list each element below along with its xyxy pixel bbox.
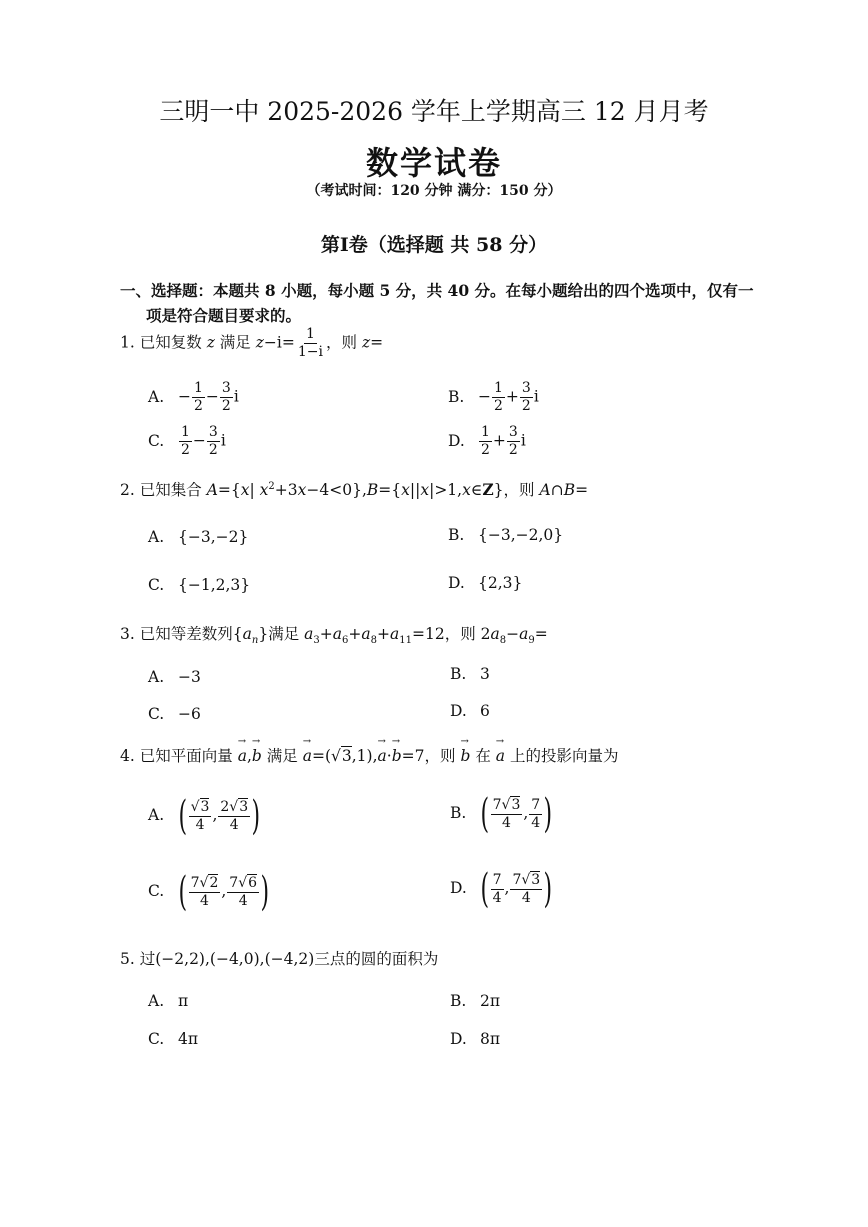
option-1a[interactable]: A. − $\frac{1}{2}$ − $\frac{3}{2}$ i: [148, 380, 239, 414]
option-2c[interactable]: [148, 576, 250, 594]
option-2a[interactable]: [148, 528, 248, 546]
option-label: B.: [450, 992, 467, 1010]
option-4d[interactable]: D. ( $\frac{7}{4}$ , $\frac{7√3}{4}$ ): [450, 866, 553, 912]
option-label: B.: [450, 804, 467, 822]
stem-text: 已知平面向量: [139, 747, 233, 765]
question-2-stem: 2. 已知集合 A={x| $x^2+3x-4<0\},B=\{x||x|>1,x\in Z\}$，则 A∩B=: [120, 480, 589, 499]
option-label: B.: [448, 526, 465, 544]
option-text: 6: [480, 702, 490, 720]
stem-text: 满足: [219, 333, 251, 352]
question-number: 2.: [120, 481, 135, 499]
option-label: C.: [148, 705, 165, 723]
stem-text: 三点的圆的面积为: [314, 950, 439, 968]
question-number: 5.: [120, 950, 135, 968]
section-heading: [120, 278, 754, 328]
volume-heading: 第Ⅰ卷（选择题 共 58 分）: [320, 234, 548, 256]
option-label: C.: [148, 1030, 165, 1048]
option-label: B.: [450, 665, 467, 683]
option-label: D.: [448, 574, 465, 592]
option-label: D.: [450, 702, 467, 720]
option-label: D.: [448, 431, 465, 450]
option-3b[interactable]: [450, 665, 490, 683]
question-1-stem: 1. 已知复数 z 满足 z−i= $\frac{1}{1-i}$ ，则 z=: [120, 326, 384, 360]
option-4a[interactable]: A. ( $\frac{√3}{4}$ , $\frac{2√3}{4}$ ): [148, 793, 261, 839]
option-label: A.: [148, 806, 165, 824]
question-number: 4.: [120, 747, 135, 765]
exam-title: 三明一中 2025-2026 学年上学期高三 12 月月考: [159, 97, 709, 126]
fraction: $\frac{1}{1-i}$: [297, 326, 323, 360]
stem-text: 在: [475, 747, 491, 765]
stem-text: 已知等差数列: [139, 625, 233, 643]
option-2b[interactable]: [448, 526, 563, 544]
option-4b[interactable]: B. ( $\frac{7√3}{4}$ , $\frac{7}{4}$ ): [450, 791, 553, 837]
question-5-stem: 5. 过(−2,2),(−4,0),(−4,2)三点的圆的面积为: [120, 950, 439, 968]
option-text: {2,3}: [478, 574, 523, 592]
stem-text: ，则: [503, 481, 535, 499]
stem-text: ，则: [325, 333, 357, 352]
option-label: A.: [148, 992, 165, 1010]
stem-text: 上的投影向量为: [509, 747, 619, 765]
option-4c[interactable]: C. ( $\frac{7√2}{4}$ , $\frac{7√6}{4}$ ): [148, 869, 270, 915]
stem-text: ，则: [444, 625, 476, 643]
option-5d[interactable]: [450, 1030, 500, 1048]
stem-text: 满足: [268, 625, 300, 643]
option-5a[interactable]: [148, 992, 188, 1010]
stem-text: ，则: [424, 747, 456, 765]
option-text: {−3,−2,0}: [478, 526, 564, 544]
stem-text: 已知集合: [139, 481, 202, 499]
option-text: −6: [178, 705, 201, 723]
option-label: A.: [148, 668, 165, 686]
option-label: C.: [148, 882, 165, 900]
option-3c[interactable]: [148, 705, 201, 723]
option-label: C.: [148, 431, 165, 450]
section-heading-line1: 一、选择题：本题共 8 小题，每小题 5 分，共 40 分。在每小题给出的四个选项中，仅有一: [120, 281, 754, 300]
option-label: D.: [450, 879, 467, 897]
option-text: π: [178, 992, 189, 1010]
question-3-stem: 3. 已知等差数列$\{a_n\}$满足 $a_3+a_6+a_8+a_{11}=12$，则 $2a_8-a_9=$: [120, 625, 548, 647]
stem-text: 过: [139, 950, 156, 968]
option-text: {−1,2,3}: [178, 576, 251, 594]
option-label: D.: [450, 1030, 467, 1048]
option-label: A.: [148, 528, 165, 546]
option-5c[interactable]: [148, 1030, 198, 1048]
stem-text: 已知复数: [139, 333, 202, 352]
option-1d[interactable]: D. $\frac{1}{2}$ + $\frac{3}{2}$ i: [448, 424, 526, 458]
option-5b[interactable]: [450, 992, 500, 1010]
option-text: 4π: [178, 1030, 199, 1048]
option-1b[interactable]: B. − $\frac{1}{2}$ + $\frac{3}{2}$ i: [448, 380, 539, 414]
option-2d[interactable]: [448, 574, 522, 592]
subject-title: 数学试卷: [365, 144, 502, 182]
option-3d[interactable]: [450, 702, 490, 720]
question-number: 1.: [120, 333, 135, 352]
option-1c[interactable]: C. $\frac{1}{2}$ − $\frac{3}{2}$ i: [148, 424, 226, 458]
option-text: 2π: [480, 992, 501, 1010]
option-text: 3: [480, 665, 490, 683]
exam-info: （考试时间：120 分钟 满分：150 分）: [306, 183, 562, 199]
option-label: A.: [148, 387, 165, 406]
option-text: −3: [178, 668, 201, 686]
option-3a[interactable]: [148, 668, 201, 686]
stem-text: 满足: [266, 747, 298, 765]
option-label: C.: [148, 576, 165, 594]
question-4-stem: 4. 已知平面向量 → a,→ b 满足 → a=(√3,1),→ a·→ b=7，则 → b 在 → a 上的投影向量为: [120, 744, 618, 766]
option-text: {−3,−2}: [178, 528, 249, 546]
option-text: 8π: [480, 1030, 501, 1048]
option-label: B.: [448, 387, 465, 406]
section-heading-line2: 项是符合题目要求的。: [146, 306, 302, 325]
question-number: 3.: [120, 625, 135, 643]
